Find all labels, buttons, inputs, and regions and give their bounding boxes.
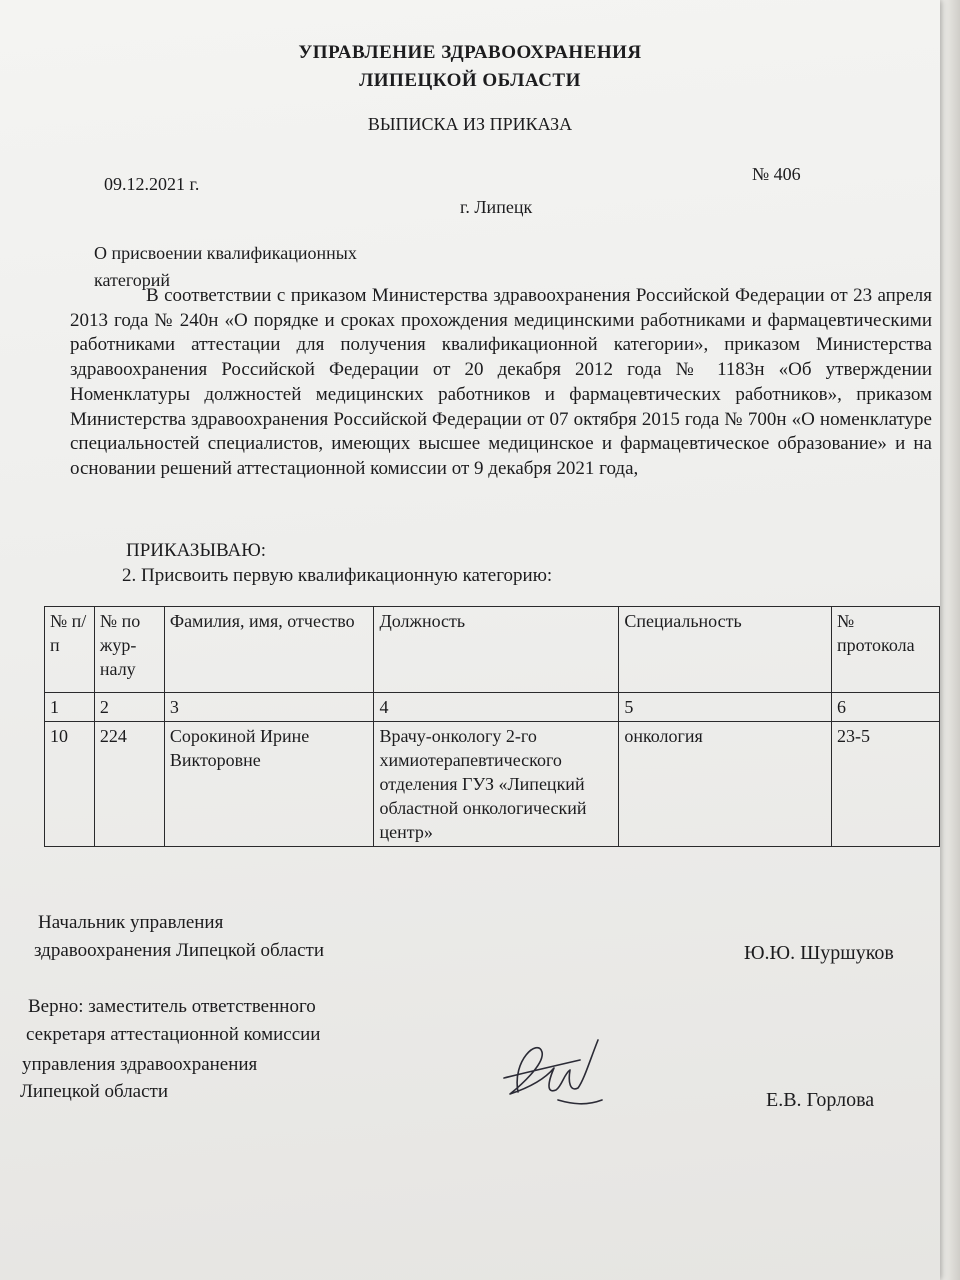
verify-name: Е.В. Горлова [766, 1089, 875, 1111]
verify-line1: Верно: заместитель ответственного [28, 996, 316, 1017]
category-table [44, 606, 940, 847]
subject-line2: категорий [94, 270, 171, 290]
table-cell: 5 [619, 693, 832, 722]
table-cell: 1 [45, 693, 95, 722]
table-cell: онкология [619, 722, 832, 847]
verify-line4: Липецкой области [20, 1081, 169, 1102]
table-header-cell: № п/п [45, 607, 95, 693]
table-cell: 23-5 [832, 722, 940, 847]
order-number: № 406 [752, 164, 801, 184]
head-name: Ю.Ю. Шуршуков [744, 942, 894, 964]
order-body [70, 284, 932, 482]
table-cell: 3 [164, 693, 374, 722]
table-header-row [45, 607, 940, 693]
org-name-line1: УПРАВЛЕНИЕ ЗДРАВООХРАНЕНИЯ [298, 42, 642, 63]
document-type: ВЫПИСКА ИЗ ПРИКАЗА [367, 114, 573, 134]
table-cell: Врачу-онкологу 2-го химиотерапевтического отделения ГУЗ «Липецкий областной онкологический центр» [374, 722, 619, 847]
verify-line3: управления здравоохранения [22, 1054, 258, 1075]
order-city: г. Липецк [460, 197, 533, 217]
table-header-cell: Специальность [619, 607, 832, 693]
table-cell: Сорокиной Ирине Викторовне [164, 722, 374, 847]
order-item: 2. Присвоить первую квалификационную категорию: [122, 565, 553, 586]
table-header-cell: Должность [374, 607, 619, 693]
handwritten-signature [498, 1030, 610, 1120]
org-name-line2: ЛИПЕЦКОЙ ОБЛАСТИ [359, 70, 581, 91]
table-header-cell: № по жур-налу [94, 607, 164, 693]
table-cell: 6 [832, 693, 940, 722]
table-cell: 10 [45, 722, 95, 847]
order-paragraph: В соответствии с приказом Министерства здравоохранения Российской Федерации от 23 апреля 2013 года № 240н «О порядке и сроках прохождения медицинскими работниками и фармацевтическими работниками аттестации для получения квалификационной категории», приказом Министерства здравоохранения Российской Федерации от 20 декабря 2012 года № 1183н «Об утверждении Номенклатуры должностей медицинских работников и фармацевтических работников», приказом Министерства здравоохранения Российской Федерации от 07 октября 2015 года № 700н «О номенклатуре специальностей специалистов, имеющих высшее медицинское и фармацевтическое образование» и на основании решений аттестационной комиссии от 9 декабря 2021 года, [70, 285, 932, 479]
table-cell: 4 [374, 693, 619, 722]
order-word: ПРИКАЗЫВАЮ: [126, 540, 267, 561]
table-cell: 2 [94, 693, 164, 722]
table-number-row [45, 693, 940, 722]
table-header-cell: № протокола [832, 607, 940, 693]
order-date: 09.12.2021 г. [104, 174, 200, 194]
subject-line1: О присвоении квалификационных [94, 243, 357, 263]
head-title-line2: здравоохранения Липецкой области [34, 940, 325, 961]
table-cell: 224 [94, 722, 164, 847]
table-header-cell: Фамилия, имя, отчество [164, 607, 374, 693]
verify-line2: секретаря аттестационной комиссии [26, 1024, 321, 1045]
table-row [45, 722, 940, 847]
head-title-line1: Начальник управления [38, 912, 224, 933]
